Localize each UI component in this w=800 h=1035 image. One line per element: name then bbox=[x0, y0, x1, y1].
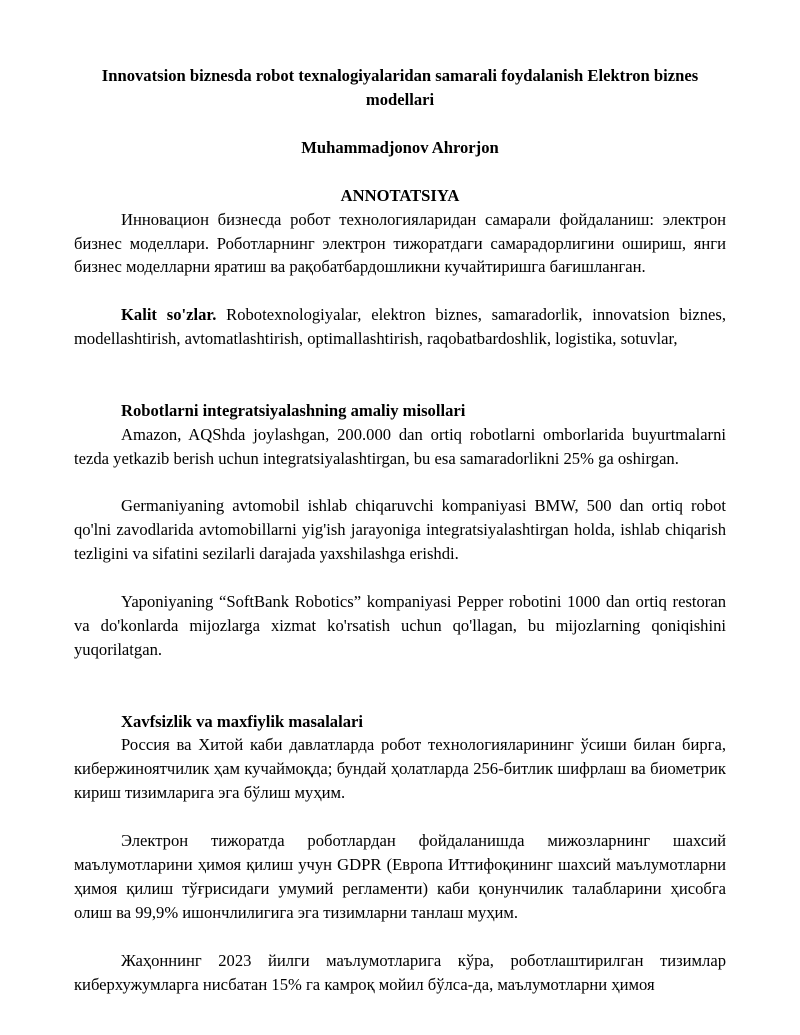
spacer bbox=[74, 805, 726, 829]
spacer bbox=[74, 925, 726, 949]
author-name: Muhammadjonov Ahrorjon bbox=[301, 137, 499, 157]
spacer bbox=[74, 351, 726, 399]
annotation-heading: ANNOTATSIYA bbox=[340, 185, 460, 205]
section-heading-integration: Robotlarni integratsiyalashning amaliy misollari bbox=[121, 400, 466, 420]
spacer bbox=[74, 471, 726, 495]
paragraph-softbank: Yaponiyaning “SoftBank Robotics” kompaniyasi Pepper robotini 1000 dan ortiq restoran va do'konlarda mijozlarga xizmat ko'rsatish uchun qo'llagan, bu mijozlarning qoniqishini yuqorilatgan. bbox=[74, 592, 726, 659]
document-page bbox=[74, 64, 726, 996]
document-title: Innovatsion biznesda robot texnalogiyalaridan samarali foydalanish Elektron biznes modellari bbox=[101, 66, 699, 109]
paragraph-bmw: Germaniyaning avtomobil ishlab chiqaruvchi kompaniyasi BMW, 500 dan ortiq robot qo'lni zavodlarida avtomobillarni yig'ish jarayoniga integratsiyalashtirgan holda, ishlab chiqarish tezligini va sifatini sezilarli darajada yaxshilashga erishdi. bbox=[74, 496, 726, 564]
spacer bbox=[74, 566, 726, 590]
keywords-paragraph bbox=[74, 303, 726, 351]
section-heading-security: Xavfsizlik va maxfiylik masalalari bbox=[121, 711, 363, 731]
spacer bbox=[74, 279, 726, 303]
paragraph-gdpr: Электрон тижоратда роботлардан фойдаланишда мижозларнинг шахсий маълумотларини ҳимоя қилиш учун GDPR (Европа Иттифоқининг шахсий маълумотларни ҳимоя қилиш тўғрисидаги умумий регламенти) каби қонунчилик талабларини ҳисобга олиш ва 99,9% ишончлилигига эга тизимларни танлаш муҳим. bbox=[74, 831, 726, 922]
paragraph-amazon: Amazon, AQShda joylashgan, 200.000 dan ortiq robotlarni omborlarida buyurtmalarni tezda yetkazib berish uchun integratsiyalashtirgan, bu esa samaradorlikni 25% ga oshirgan. bbox=[74, 424, 726, 468]
spacer bbox=[74, 662, 726, 710]
keywords-text: Robotexnologiyalar, elektron biznes, samaradorlik, innovatsion biznes, modellashtirish, avtomatlashtirish, optimallashtirish, raqobatbardoshlik, logistika, sotuvlar, bbox=[74, 305, 726, 349]
paragraph-cybercrime: Россия ва Хитой каби давлатларда робот технологияларининг ўсиши билан бирга, кибержиноятчилик ҳам кучаймоқда; бундай ҳолатларда 256-битлик шифрлаш ва биометрик кириш тизимларига эга бўлиш муҳим. bbox=[74, 735, 726, 803]
paragraph-statistics-2023: Жаҳоннинг 2023 йилги маълумотларига кўра, роботлаштирилган тизимлар киберхужумларга нисбатан 15% га камроқ мойил бўлса-да, маълумотларни ҳимоя bbox=[74, 950, 726, 994]
keywords-label: Kalit so'zlar. bbox=[121, 305, 217, 325]
annotation-paragraph: Инновацион бизнесда робот технологияларидан самарали фойдаланиш: электрон бизнес моделлари. Роботларнинг электрон тижоратдаги самарадорлигини ошириш, янги бизнес моделларни яратиш ва рақобатбардошликни кучайтиришга бағишланган. bbox=[74, 209, 726, 277]
